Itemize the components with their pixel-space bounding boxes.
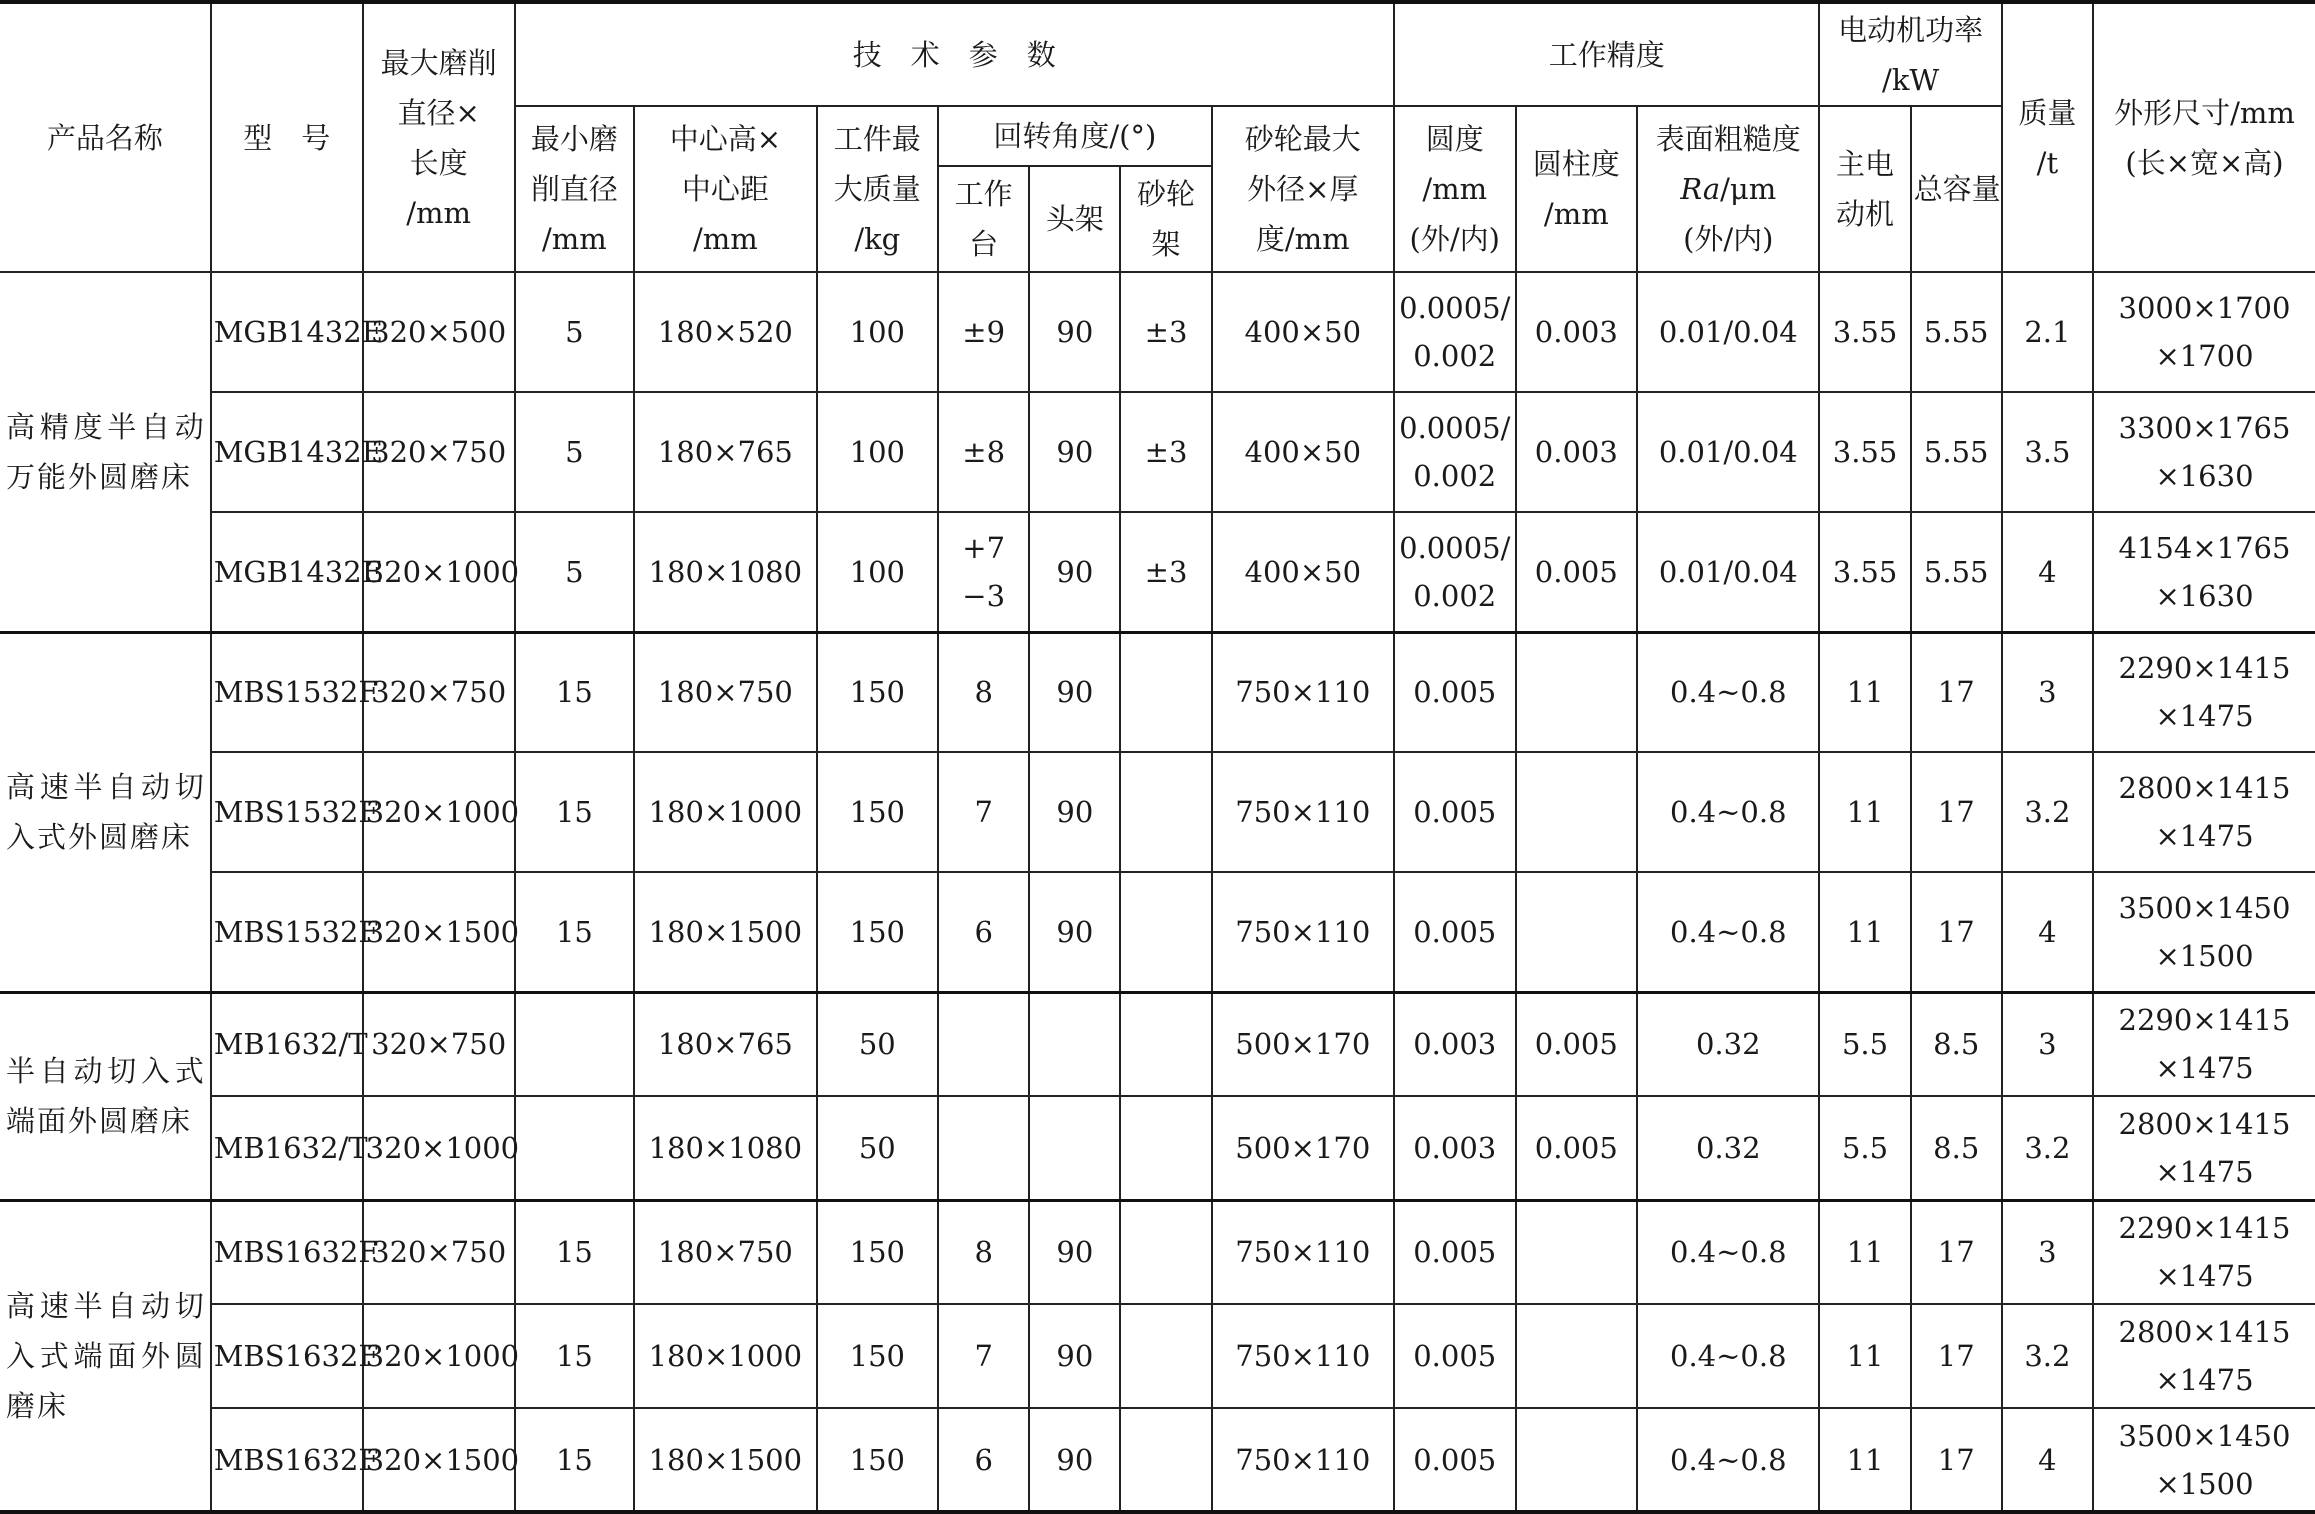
cell-mass: 3.5: [2002, 392, 2093, 512]
cell-min-grind: [515, 992, 635, 1096]
header-main-motor: [1819, 106, 1910, 272]
cell-main-motor: 5.5: [1819, 1096, 1910, 1200]
cell-roundness-line: 0.003: [1413, 1027, 1497, 1062]
header-min-grind-l2: 削直径: [530, 172, 618, 206]
cell-dims: [2093, 992, 2315, 1096]
cell-total-cap: 17: [1911, 632, 2002, 752]
cell-roundness: [1394, 752, 1516, 872]
cell-cylindricity: [1516, 1200, 1638, 1304]
header-min-grind-l1: 最小磨: [530, 122, 618, 156]
cell-max-grind: 320×750: [363, 632, 515, 752]
cell-headstock: 90: [1029, 392, 1120, 512]
cell-dims-line: 4154×1765: [2118, 530, 2291, 565]
header-cyl-l1: 圆柱度: [1532, 147, 1620, 181]
cell-max-grind: 320×1000: [363, 1096, 515, 1200]
cell-total-cap: 17: [1911, 1304, 2002, 1408]
cell-cylindricity: [1516, 632, 1638, 752]
header-max-mass-l2: 大质量: [833, 172, 921, 206]
cell-wheel: 750×110: [1212, 1200, 1394, 1304]
cell-cylindricity: 0.005: [1516, 992, 1638, 1096]
cell-center: 180×520: [634, 272, 816, 392]
cell-dims-line: 2290×1415: [2118, 651, 2291, 686]
cell-roundness-line: 0.005: [1413, 795, 1497, 829]
cell-table-rot-line: ±9: [962, 315, 1006, 349]
cell-min-grind: 5: [515, 272, 635, 392]
header-main-motor-l1: 主电: [1836, 147, 1895, 181]
cell-main-motor: 11: [1819, 1408, 1910, 1512]
cell-min-grind: 15: [515, 752, 635, 872]
header-max-grind: [363, 2, 515, 272]
cell-cylindricity: [1516, 1408, 1638, 1512]
cell-roughness: 0.01/0.04: [1637, 272, 1819, 392]
cell-cylindricity: [1516, 1304, 1638, 1408]
table-row: [0, 1096, 2315, 1200]
cell-min-grind: 5: [515, 512, 635, 632]
cell-center: 180×1500: [634, 1408, 816, 1512]
cell-roughness: 0.4~0.8: [1637, 632, 1819, 752]
cell-total-cap: 5.55: [1911, 512, 2002, 632]
header-total-cap: 总容量: [1911, 106, 2002, 272]
cell-mass: 3: [2002, 1200, 2093, 1304]
cell-roundness-line: 0.005: [1413, 914, 1497, 949]
cell-wheelhead-rot: [1120, 752, 1211, 872]
header-roughness-l2: [1640, 164, 1816, 214]
cell-roundness-line: 0.005: [1413, 675, 1497, 710]
cell-min-grind: 15: [515, 1200, 635, 1304]
header-mass-l2: /t: [2036, 145, 2059, 180]
cell-dims-line: 2800×1415: [2118, 1106, 2291, 1141]
header-center-l1: 中心高×: [669, 122, 781, 156]
cell-wheel: 750×110: [1212, 1304, 1394, 1408]
cell-table-rot: [938, 632, 1029, 752]
cell-model: MBS1632F: [211, 1304, 363, 1408]
cell-mass: 3.2: [2002, 752, 2093, 872]
cell-model: MBS1632F: [211, 1200, 363, 1304]
header-wheel-l3: 度/mm: [1255, 222, 1350, 256]
cell-min-grind: 15: [515, 1304, 635, 1408]
cell-mass: 4: [2002, 872, 2093, 992]
cell-roundness: [1394, 632, 1516, 752]
table-row: [0, 752, 2315, 872]
cell-main-motor: 3.55: [1819, 512, 1910, 632]
cell-roundness: [1394, 872, 1516, 992]
header-roundness: [1394, 106, 1516, 272]
cell-total-cap: 8.5: [1911, 1096, 2002, 1200]
header-roundness-l3: (外/内): [1409, 222, 1500, 256]
header-wheelhead-l1: 砂轮: [1137, 177, 1196, 211]
cell-roughness: 0.32: [1637, 1096, 1819, 1200]
cell-dims: [2093, 272, 2315, 392]
cell-wheel: 750×110: [1212, 752, 1394, 872]
cell-table-rot-line: ±8: [962, 435, 1006, 469]
cell-main-motor: 11: [1819, 872, 1910, 992]
cell-roundness-line: 0.003: [1413, 1130, 1497, 1165]
cell-max-grind: 320×750: [363, 1200, 515, 1304]
cell-roundness-line: 0.002: [1413, 339, 1497, 373]
cell-table-rot: [938, 1408, 1029, 1512]
cell-roughness: 0.4~0.8: [1637, 1200, 1819, 1304]
table-row: [0, 1304, 2315, 1408]
cell-roundness: [1394, 1200, 1516, 1304]
cell-total-cap: 5.55: [1911, 272, 2002, 392]
cell-roughness: 0.4~0.8: [1637, 752, 1819, 872]
cell-max-mass: 100: [817, 392, 939, 512]
cell-table-rot-line: 8: [974, 1235, 993, 1270]
table-row: [0, 512, 2315, 632]
cell-wheelhead-rot: [1120, 872, 1211, 992]
cell-total-cap: 17: [1911, 1408, 2002, 1512]
cell-headstock: 90: [1029, 272, 1120, 392]
cell-wheelhead-rot: [1120, 1304, 1211, 1408]
cell-table-rot-line: 6: [974, 914, 993, 949]
table-row: [0, 272, 2315, 392]
cell-max-mass: 150: [817, 872, 939, 992]
table-row: [0, 632, 2315, 752]
cell-model: MBS1532F: [211, 752, 363, 872]
cell-main-motor: 11: [1819, 632, 1910, 752]
cell-center: 180×1000: [634, 1304, 816, 1408]
cell-center: 180×765: [634, 992, 816, 1096]
cell-roughness: 0.4~0.8: [1637, 872, 1819, 992]
header-table-rot-l2: 台: [969, 227, 999, 261]
cell-table-rot: [938, 992, 1029, 1096]
header-product-name: 产品名称: [0, 2, 211, 272]
cell-dims: [2093, 1408, 2315, 1512]
cell-max-mass: 50: [817, 992, 939, 1096]
cell-roughness: 0.4~0.8: [1637, 1408, 1819, 1512]
cell-model: MBS1532F: [211, 632, 363, 752]
cell-headstock: 90: [1029, 872, 1120, 992]
header-roughness-l3: (外/内): [1683, 222, 1774, 256]
cell-model: MGB1432E: [211, 512, 363, 632]
cell-wheel: 500×170: [1212, 1096, 1394, 1200]
cell-main-motor: 3.55: [1819, 392, 1910, 512]
cell-wheelhead-rot: ±3: [1120, 272, 1211, 392]
cell-wheelhead-rot: [1120, 992, 1211, 1096]
cell-headstock: 90: [1029, 512, 1120, 632]
header-table-rot: [938, 166, 1029, 272]
cell-dims-line: ×1475: [2155, 1154, 2254, 1189]
table-row: [0, 992, 2315, 1096]
header-wheelhead: [1120, 166, 1211, 272]
cell-center: 180×1500: [634, 872, 816, 992]
cell-center: 180×1000: [634, 752, 816, 872]
cell-dims: [2093, 872, 2315, 992]
header-table-rot-l1: 工作: [954, 177, 1013, 211]
cell-dims-line: 3300×1765: [2118, 411, 2291, 445]
cell-main-motor: 11: [1819, 1200, 1910, 1304]
cell-headstock: 90: [1029, 1304, 1120, 1408]
cell-dims-line: ×1500: [2155, 938, 2254, 973]
cell-product-name: 半自动切入式端面外圆磨床: [0, 992, 211, 1200]
cell-product-name: 高速半自动切入式外圆磨床: [0, 632, 211, 992]
cell-min-grind: 15: [515, 1408, 635, 1512]
cell-mass: 3.2: [2002, 1304, 2093, 1408]
cell-dims-line: 2290×1415: [2118, 1003, 2291, 1038]
cell-min-grind: 15: [515, 872, 635, 992]
cell-center: 180×765: [634, 392, 816, 512]
cell-mass: 3.2: [2002, 1096, 2093, 1200]
cell-roundness: [1394, 1408, 1516, 1512]
cell-dims: [2093, 1200, 2315, 1304]
header-mass: [2002, 2, 2093, 272]
cell-center: 180×750: [634, 1200, 816, 1304]
cell-max-grind: 320×1000: [363, 752, 515, 872]
cell-dims-line: ×1475: [2155, 699, 2254, 734]
cell-headstock: [1029, 1096, 1120, 1200]
header-accuracy: 工作精度: [1394, 2, 1819, 106]
cell-roundness: [1394, 1304, 1516, 1408]
cell-dims-line: ×1500: [2155, 1466, 2254, 1501]
header-center-l3: /mm: [692, 222, 758, 256]
cell-roundness: [1394, 272, 1516, 392]
cell-headstock: 90: [1029, 632, 1120, 752]
cell-roughness: 0.01/0.04: [1637, 512, 1819, 632]
header-wheelhead-l2: 架: [1151, 227, 1181, 261]
header-max-mass-l3: /kg: [854, 222, 901, 256]
cell-cylindricity: 0.005: [1516, 1096, 1638, 1200]
cell-model: MB1632/T: [211, 992, 363, 1096]
cell-cylindricity: 0.005: [1516, 512, 1638, 632]
cell-roundness-line: 0.002: [1413, 459, 1497, 493]
cell-max-grind: 320×1500: [363, 872, 515, 992]
cell-main-motor: 11: [1819, 1304, 1910, 1408]
cell-total-cap: 8.5: [1911, 992, 2002, 1096]
cell-total-cap: 17: [1911, 752, 2002, 872]
cell-max-mass: 150: [817, 1304, 939, 1408]
cell-roughness: 0.01/0.04: [1637, 392, 1819, 512]
cell-min-grind: 5: [515, 392, 635, 512]
cell-roundness-line: 0.0005/: [1399, 291, 1511, 325]
cell-main-motor: 5.5: [1819, 992, 1910, 1096]
cell-table-rot-line: 7: [974, 795, 993, 829]
cell-table-rot: [938, 392, 1029, 512]
cell-main-motor: 3.55: [1819, 272, 1910, 392]
cell-table-rot: [938, 872, 1029, 992]
cell-table-rot: [938, 1096, 1029, 1200]
cell-roughness: 0.4~0.8: [1637, 1304, 1819, 1408]
cell-model: MGB1432E: [211, 272, 363, 392]
cell-center: 180×1080: [634, 1096, 816, 1200]
header-max-mass: [817, 106, 939, 272]
cell-roundness-line: 0.0005/: [1399, 530, 1511, 565]
header-roundness-l2: /mm: [1422, 172, 1488, 206]
cell-roundness: [1394, 992, 1516, 1096]
cell-mass: 3: [2002, 992, 2093, 1096]
header-model: 型 号: [211, 2, 363, 272]
header-min-grind-l3: /mm: [542, 222, 607, 256]
header-tech-params: 技 术 参 数: [515, 2, 1394, 106]
header-cylindricity: [1516, 106, 1638, 272]
cell-roundness-line: 0.005: [1413, 1339, 1497, 1373]
cell-table-rot: [938, 752, 1029, 872]
cell-wheel: 750×110: [1212, 872, 1394, 992]
cell-roundness-line: 0.002: [1413, 578, 1497, 613]
cell-dims-line: ×1475: [2155, 1051, 2254, 1086]
cell-wheel: 400×50: [1212, 512, 1394, 632]
cell-dims: [2093, 752, 2315, 872]
cell-roundness: [1394, 392, 1516, 512]
cell-table-rot: [938, 1200, 1029, 1304]
cell-roundness-line: 0.0005/: [1399, 411, 1511, 445]
cell-table-rot: [938, 272, 1029, 392]
header-dims-l2: (长×宽×高): [2125, 145, 2284, 180]
cell-table-rot-line: 6: [974, 1442, 993, 1477]
header-max-grind-l3: 长度: [409, 145, 468, 180]
header-min-grind: [515, 106, 635, 272]
cell-max-mass: 100: [817, 272, 939, 392]
cell-dims-line: 2800×1415: [2118, 1315, 2291, 1349]
cell-max-mass: 100: [817, 512, 939, 632]
cell-wheelhead-rot: [1120, 1096, 1211, 1200]
cell-product-name: 高精度半自动万能外圆磨床: [0, 272, 211, 632]
cell-mass: 4: [2002, 1408, 2093, 1512]
header-dims-l1: 外形尺寸/mm: [2114, 95, 2295, 130]
cell-roughness: 0.32: [1637, 992, 1819, 1096]
cell-table-rot: [938, 512, 1029, 632]
cell-headstock: 90: [1029, 1200, 1120, 1304]
cell-table-rot-line: 8: [974, 675, 993, 710]
table-row: [0, 1200, 2315, 1304]
cell-wheel: 400×50: [1212, 272, 1394, 392]
cell-max-mass: 150: [817, 1408, 939, 1512]
cell-wheelhead-rot: ±3: [1120, 392, 1211, 512]
cell-dims-line: ×1630: [2155, 459, 2254, 493]
cell-dims: [2093, 1096, 2315, 1200]
cell-cylindricity: 0.003: [1516, 272, 1638, 392]
cell-dims-line: ×1475: [2155, 1259, 2254, 1294]
cell-cylindricity: [1516, 872, 1638, 992]
cell-wheelhead-rot: [1120, 632, 1211, 752]
cell-max-mass: 150: [817, 1200, 939, 1304]
table-header: [0, 2, 2315, 272]
cell-roundness-line: 0.005: [1413, 1442, 1497, 1477]
cell-dims-line: 2290×1415: [2118, 1211, 2291, 1246]
cell-mass: 4: [2002, 512, 2093, 632]
header-wheel-l1: 砂轮最大: [1244, 122, 1361, 156]
cell-dims-line: 3500×1450: [2118, 1418, 2291, 1453]
header-roughness-l1: 表面粗糙度: [1655, 122, 1801, 156]
header-headstock: 头架: [1029, 166, 1120, 272]
header-roughness-unit: /μm: [1720, 172, 1777, 206]
cell-max-grind: 320×750: [363, 392, 515, 512]
cell-wheel: 400×50: [1212, 392, 1394, 512]
cell-dims-line: ×1700: [2155, 339, 2254, 373]
cell-min-grind: 15: [515, 632, 635, 752]
cell-product-name: 高速半自动切入式端面外圆磨床: [0, 1200, 211, 1512]
cell-headstock: 90: [1029, 1408, 1120, 1512]
cell-center: 180×1080: [634, 512, 816, 632]
header-rotation: 回转角度/(°): [938, 106, 1212, 166]
cell-model: MGB1432E: [211, 392, 363, 512]
cell-wheelhead-rot: [1120, 1200, 1211, 1304]
cell-dims-line: ×1630: [2155, 578, 2254, 613]
header-roundness-l1: 圆度: [1425, 122, 1484, 156]
table-row: [0, 1408, 2315, 1512]
header-roughness: [1637, 106, 1819, 272]
header-center-l2: 中心距: [681, 172, 769, 206]
cell-table-rot: [938, 1304, 1029, 1408]
header-center: [634, 106, 816, 272]
cell-dims: [2093, 392, 2315, 512]
cell-mass: 3: [2002, 632, 2093, 752]
header-wheel-l2: 外径×厚: [1247, 172, 1359, 206]
cell-dims-line: ×1475: [2155, 1363, 2254, 1397]
header-mass-l1: 质量: [2018, 95, 2077, 130]
cell-max-grind: 320×1500: [363, 1408, 515, 1512]
cell-dims: [2093, 632, 2315, 752]
cell-wheel: 750×110: [1212, 1408, 1394, 1512]
cell-cylindricity: [1516, 752, 1638, 872]
cell-total-cap: 17: [1911, 1200, 2002, 1304]
cell-dims-line: ×1475: [2155, 819, 2254, 853]
cell-table-rot-line: +7: [962, 530, 1006, 565]
cell-max-grind: 320×1000: [363, 512, 515, 632]
cell-dims-line: 3500×1450: [2118, 890, 2291, 925]
header-roughness-ra: Ra: [1680, 172, 1721, 206]
cell-model: MBS1632F: [211, 1408, 363, 1512]
cell-cylindricity: 0.003: [1516, 392, 1638, 512]
header-dims: [2093, 2, 2315, 272]
cell-dims-line: 3000×1700: [2118, 291, 2291, 325]
cell-max-grind: 320×750: [363, 992, 515, 1096]
cell-wheelhead-rot: ±3: [1120, 512, 1211, 632]
cell-wheel: 500×170: [1212, 992, 1394, 1096]
cell-max-mass: 50: [817, 1096, 939, 1200]
cell-table-rot-line: 7: [974, 1339, 993, 1373]
header-motor-l1: 电动机功率: [1838, 12, 1984, 47]
header-max-mass-l1: 工件最: [833, 122, 921, 156]
cell-roundness: [1394, 512, 1516, 632]
cell-total-cap: 17: [1911, 872, 2002, 992]
cell-headstock: 90: [1029, 752, 1120, 872]
cell-max-grind: 320×1000: [363, 1304, 515, 1408]
cell-roundness: [1394, 1096, 1516, 1200]
cell-mass: 2.1: [2002, 272, 2093, 392]
cell-model: MBS1532F: [211, 872, 363, 992]
cell-min-grind: [515, 1096, 635, 1200]
header-max-grind-l2: 直径×: [397, 95, 480, 130]
cell-total-cap: 5.55: [1911, 392, 2002, 512]
table-row: [0, 872, 2315, 992]
cell-max-mass: 150: [817, 632, 939, 752]
cell-table-rot-line: −3: [962, 578, 1006, 613]
header-motor: [1819, 2, 2001, 106]
cell-main-motor: 11: [1819, 752, 1910, 872]
cell-max-mass: 150: [817, 752, 939, 872]
cell-dims: [2093, 512, 2315, 632]
header-max-grind-l1: 最大磨削: [380, 45, 497, 80]
cell-headstock: [1029, 992, 1120, 1096]
header-max-grind-l4: /mm: [406, 195, 472, 230]
table-row: [0, 392, 2315, 512]
cell-max-grind: 320×500: [363, 272, 515, 392]
cell-dims: [2093, 1304, 2315, 1408]
cell-dims-line: 2800×1415: [2118, 771, 2291, 805]
cell-model: MB1632/T: [211, 1096, 363, 1200]
cell-center: 180×750: [634, 632, 816, 752]
header-wheel: [1212, 106, 1394, 272]
header-cyl-l2: /mm: [1543, 197, 1609, 231]
header-motor-l2: /kW: [1882, 62, 1940, 97]
cell-wheel: 750×110: [1212, 632, 1394, 752]
table-body: [0, 272, 2315, 1512]
cell-wheelhead-rot: [1120, 1408, 1211, 1512]
header-main-motor-l2: 动机: [1836, 197, 1895, 231]
cell-roundness-line: 0.005: [1413, 1235, 1497, 1270]
